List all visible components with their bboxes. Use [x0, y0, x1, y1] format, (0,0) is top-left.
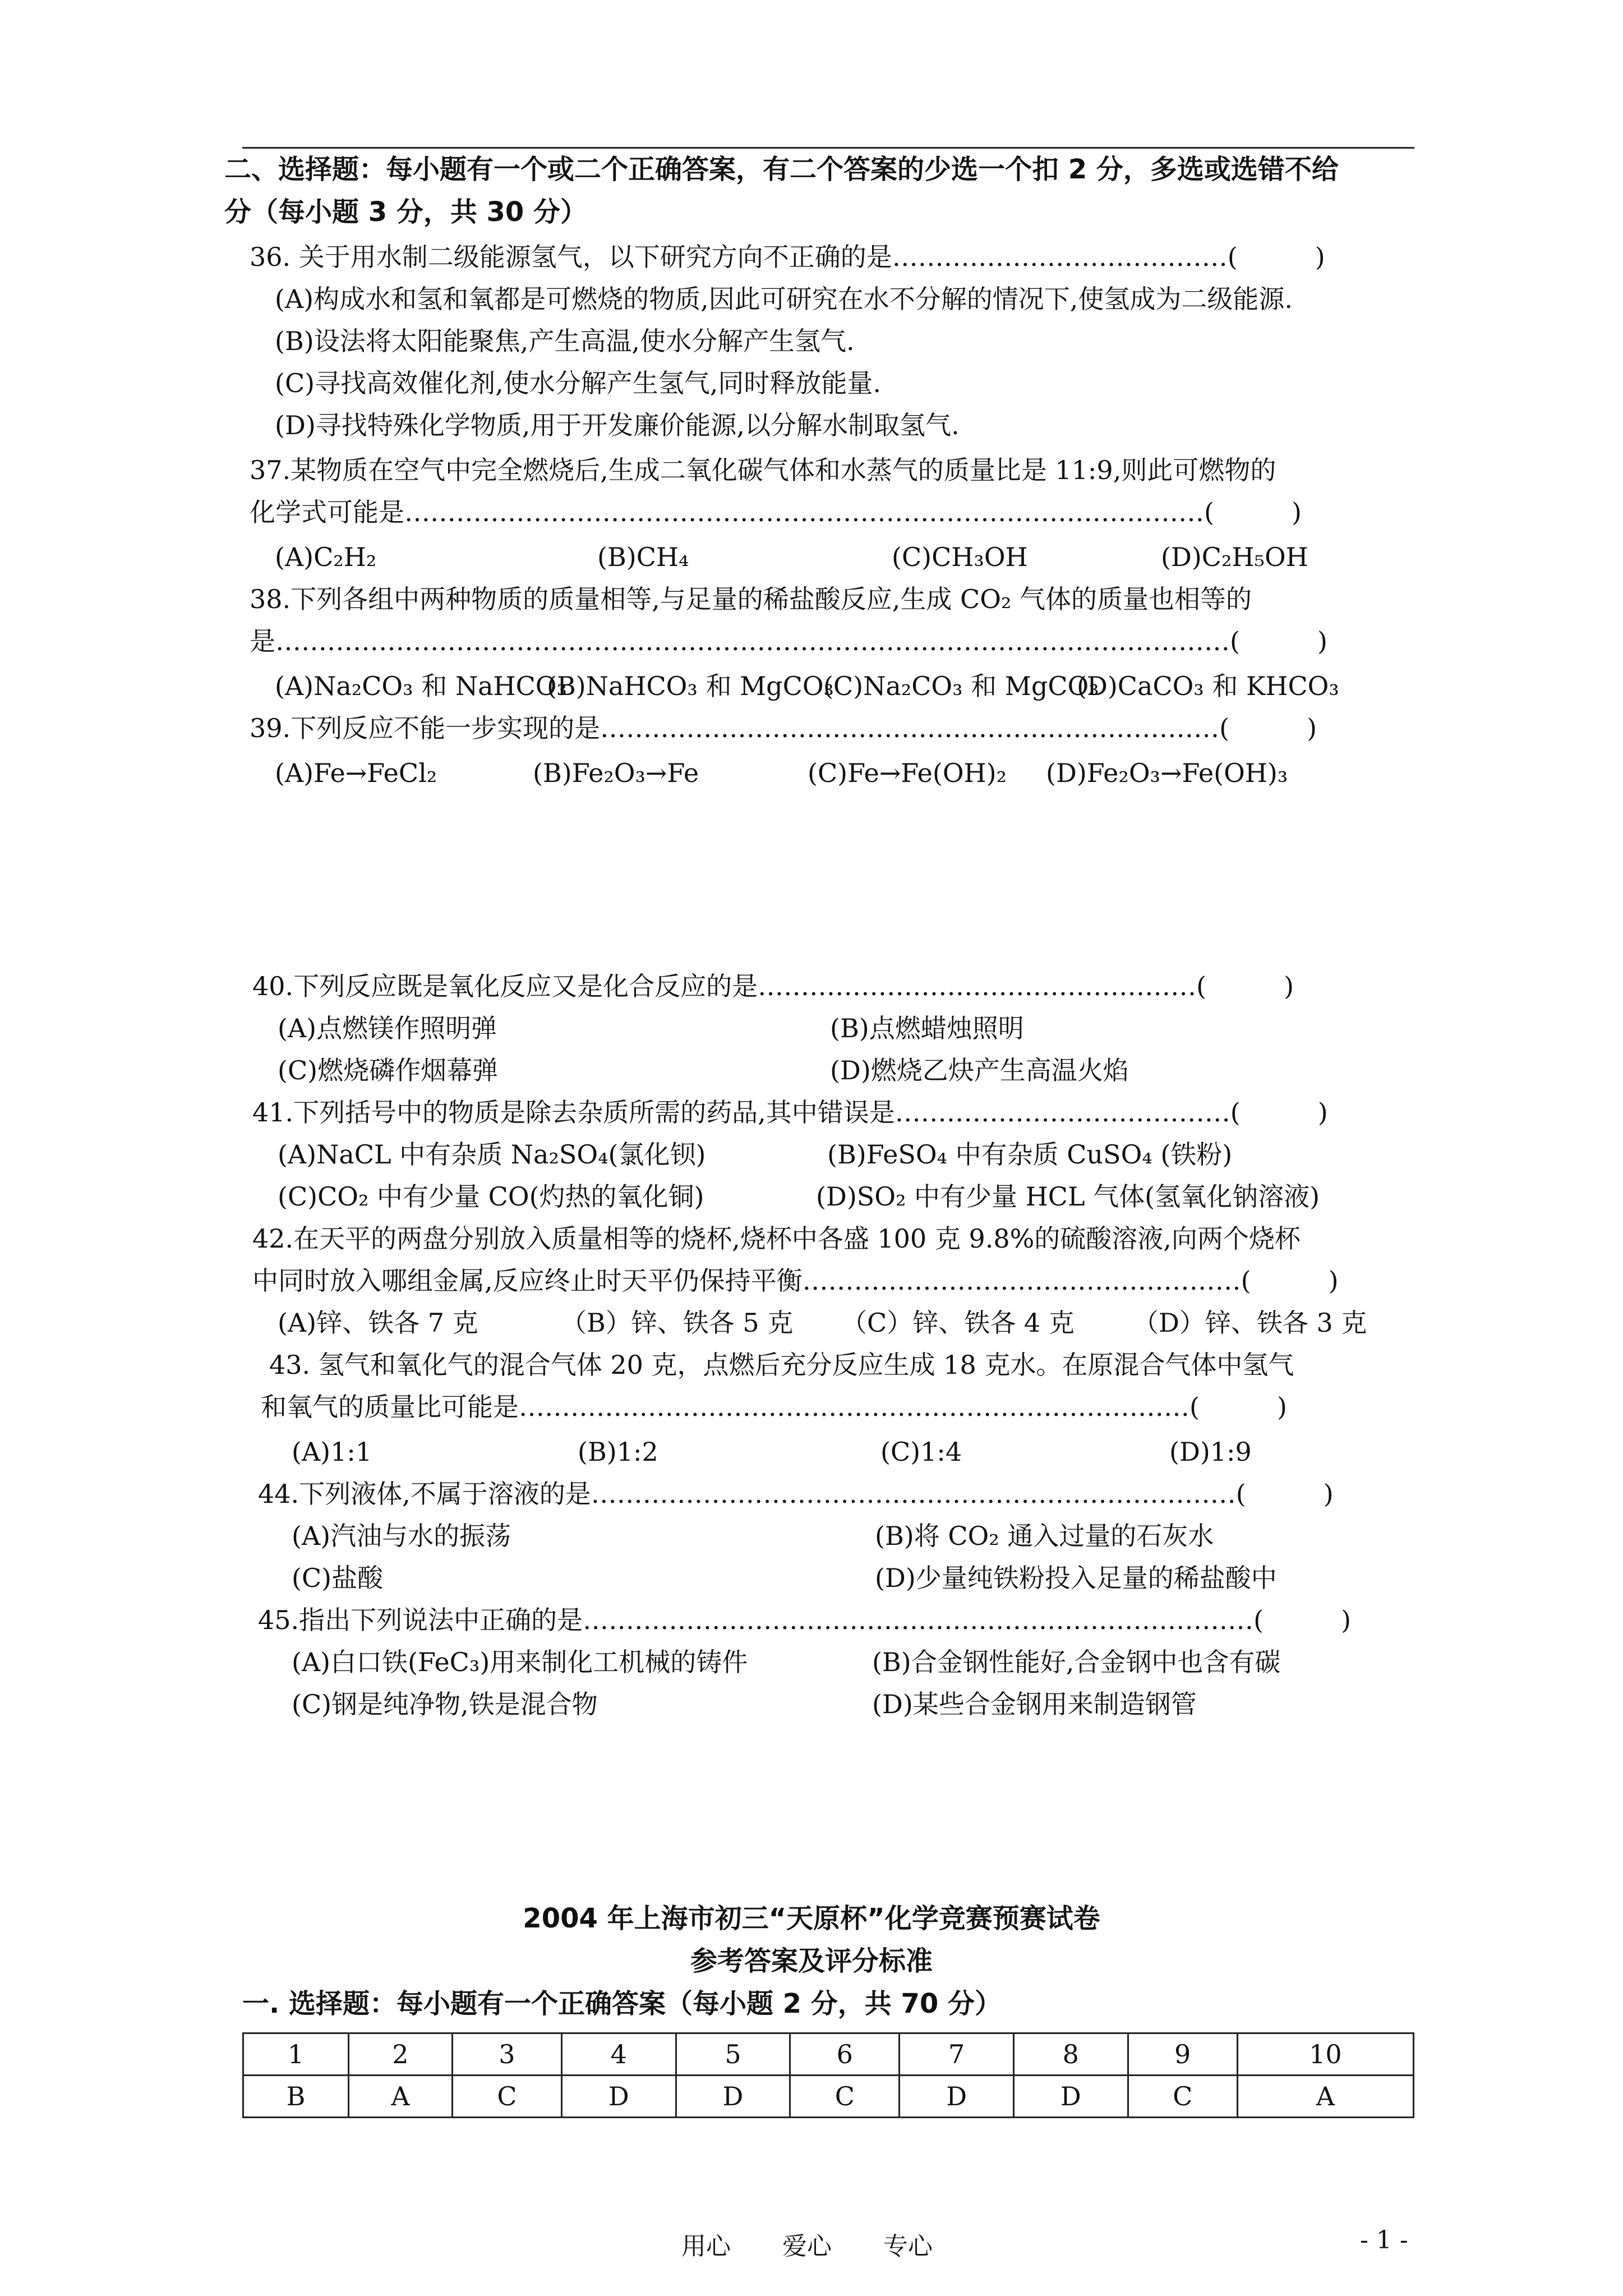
- q39-option-d: (D)Fe₂O₃→Fe(OH)₃: [1046, 758, 1288, 788]
- page-number: - 1 -: [1360, 2226, 1408, 2254]
- q41-stem: 41.下列括号中的物质是除去杂质所需的药品,其中错误是…………………………………( ): [252, 1097, 1328, 1128]
- q43-option-c: (C)1:4: [880, 1437, 962, 1467]
- q37-stem-line2: 化学式可能是…………………………………………………………………………………( ): [250, 497, 1302, 527]
- answer-section1-title: 一. 选择题：每小题有一个正确答案（每小题 2 分，共 70 分）: [242, 1988, 1002, 2019]
- q36-stem: 36. 关于用水制二级能源氢气，以下研究方向不正确的是…………………………………( ): [250, 242, 1325, 272]
- q39-option-b: (B)Fe₂O₃→Fe: [533, 758, 699, 788]
- q40-option-d: (D)燃烧乙炔产生高温火焰: [830, 1055, 1129, 1085]
- q44-option-d: (D)少量纯铁粉投入足量的稀盐酸中: [875, 1563, 1277, 1593]
- answer-number: 1: [243, 2033, 349, 2076]
- q45-option-a: (A)白口铁(FeC₃)用来制化工机械的铸件: [292, 1647, 748, 1677]
- q36-option-b: (B)设法将太阳能聚焦,产生高温,使水分解产生氢气.: [275, 326, 855, 356]
- q42-option-a: (A)锌、铁各 7 克: [278, 1308, 478, 1338]
- q41-option-b: (B)FeSO₄ 中有杂质 CuSO₄ (铁粉): [827, 1139, 1233, 1170]
- q44-option-b: (B)将 CO₂ 通入过量的石灰水: [875, 1521, 1214, 1551]
- q40-option-c: (C)燃烧磷作烟幕弹: [278, 1055, 499, 1085]
- q44-stem: 44.下列液体,不属于溶液的是…………………………………………………………………( ): [258, 1479, 1334, 1509]
- answer-key: C: [790, 2076, 900, 2118]
- q41-option-a: (A)NaCL 中有杂质 Na₂SO₄(氯化钡): [278, 1139, 706, 1170]
- q42-stem-line2: 中同时放入哪组金属,反应终止时天平仍保持平衡……………………………………………( ): [252, 1266, 1339, 1296]
- answer-number: 2: [348, 2033, 452, 2076]
- q36-option-c: (C)寻找高效催化剂,使水分解产生氢气,同时释放能量.: [275, 368, 881, 398]
- answer-number: 6: [790, 2033, 900, 2076]
- answer-number: 8: [1013, 2033, 1128, 2076]
- header-rule: [242, 147, 1414, 149]
- q43-option-b: (B)1:2: [578, 1437, 658, 1467]
- footer-motto-3: 专心: [883, 2232, 933, 2261]
- q39-option-c: (C)Fe→Fe(OH)₂: [808, 758, 1007, 788]
- answer-table: [242, 2032, 1414, 2118]
- q36-option-a: (A)构成水和氢和氧都是可燃烧的物质,因此可研究在水不分解的情况下,使氢成为二级能源.: [275, 284, 1293, 314]
- q41-option-d: (D)SO₂ 中有少量 HCL 气体(氢氧化钠溶液): [816, 1181, 1320, 1212]
- q40-stem: 40.下列反应既是氧化反应又是化合反应的是……………………………………………( ): [252, 971, 1294, 1001]
- q39-stem: 39.下列反应不能一步实现的是………………………………………………………………( ): [250, 713, 1317, 743]
- q39-option-a: (A)Fe→FeCl₂: [275, 758, 437, 788]
- answer-title: 2004 年上海市初三“天原杯”化学竞赛预赛试卷: [523, 1903, 1100, 1934]
- section2-title-line2: 分（每小题 3 分，共 30 分）: [224, 196, 588, 228]
- q45-option-b: (B)合金钢性能好,合金钢中也含有碳: [872, 1647, 1281, 1677]
- q43-option-d: (D)1:9: [1169, 1437, 1252, 1467]
- answer-key: B: [243, 2076, 349, 2118]
- q43-stem-line1: 43. 氢气和氧化气的混合气体 20 克，点燃后充分反应生成 18 克水。在原混合气体中氢气: [269, 1350, 1294, 1380]
- q38-stem-line2: 是…………………………………………………………………………………………………( ): [250, 626, 1327, 656]
- q42-option-b: （B）锌、铁各 5 克: [561, 1308, 794, 1338]
- answer-key: C: [1128, 2076, 1237, 2118]
- q37-option-d: (D)C₂H₅OH: [1161, 542, 1308, 572]
- q42-stem-line1: 42.在天平的两盘分别放入质量相等的烧杯,烧杯中各盛 100 克 9.8%的硫酸溶液,向两个烧杯: [252, 1223, 1301, 1254]
- q38-option-a: (A)Na₂CO₃ 和 NaHCO₃: [275, 671, 567, 701]
- q44-option-c: (C)盐酸: [292, 1563, 384, 1593]
- q44-option-a: (A)汽油与水的振荡: [292, 1521, 511, 1551]
- answer-number: 4: [561, 2033, 676, 2076]
- q37-stem-line1: 37.某物质在空气中完全燃烧后,生成二氧化碳气体和水蒸气的质量比是 11:9,则此可燃物的: [250, 455, 1276, 485]
- q36-option-d: (D)寻找特殊化学物质,用于开发廉价能源,以分解水制取氢气.: [275, 410, 960, 440]
- q37-option-c: (C)CH₃OH: [892, 542, 1028, 572]
- q45-option-d: (D)某些合金钢用来制造钢管: [872, 1689, 1197, 1719]
- q42-option-d: （D）锌、铁各 3 克: [1133, 1308, 1367, 1338]
- answer-key-row: [243, 2076, 1414, 2118]
- q42-option-c: （C）锌、铁各 4 克: [841, 1308, 1075, 1338]
- answer-key: D: [676, 2076, 790, 2118]
- q45-stem: 45.指出下列说法中正确的是……………………………………………………………………( ): [258, 1605, 1352, 1635]
- q38-stem-line1: 38.下列各组中两种物质的质量相等,与足量的稀盐酸反应,生成 CO₂ 气体的质量也相等的: [250, 584, 1252, 614]
- q43-stem-line2: 和氧气的质量比可能是……………………………………………………………………( ): [261, 1392, 1287, 1422]
- q43-option-a: (A)1:1: [292, 1437, 372, 1467]
- answer-key: D: [900, 2076, 1014, 2118]
- q38-option-d: (D)CaCO₃ 和 KHCO₃: [1077, 671, 1339, 701]
- q41-option-c: (C)CO₂ 中有少量 CO(灼热的氧化铜): [278, 1181, 704, 1212]
- answer-key: D: [561, 2076, 676, 2118]
- q38-option-b: (B)NaHCO₃ 和 MgCO₃: [547, 671, 834, 701]
- answer-key: D: [1013, 2076, 1128, 2118]
- answer-number: 3: [452, 2033, 561, 2076]
- q40-option-b: (B)点燃蜡烛照明: [830, 1013, 1024, 1043]
- answer-number: 10: [1237, 2033, 1413, 2076]
- section2-title-line1: 二、选择题：每小题有一个或二个正确答案，有二个答案的少选一个扣 2 分，多选或选错不给: [224, 154, 1339, 185]
- answer-number-row: [243, 2033, 1414, 2076]
- answer-key: A: [1237, 2076, 1413, 2118]
- q45-option-c: (C)钢是纯净物,铁是混合物: [292, 1689, 598, 1719]
- answer-key: C: [452, 2076, 561, 2118]
- q40-option-a: (A)点燃镁作照明弹: [278, 1013, 497, 1043]
- answer-number: 9: [1128, 2033, 1237, 2076]
- footer-motto-2: 爱心: [782, 2232, 832, 2261]
- answer-number: 7: [900, 2033, 1014, 2076]
- answer-number: 5: [676, 2033, 790, 2076]
- q37-option-b: (B)CH₄: [597, 542, 689, 572]
- q37-option-a: (A)C₂H₂: [275, 542, 377, 572]
- q38-option-c: (C)Na₂CO₃ 和 MgCO₃: [823, 671, 1099, 701]
- footer-motto-1: 用心: [681, 2232, 731, 2261]
- answer-key: A: [348, 2076, 452, 2118]
- answer-subtitle: 参考答案及评分标准: [690, 1945, 933, 1977]
